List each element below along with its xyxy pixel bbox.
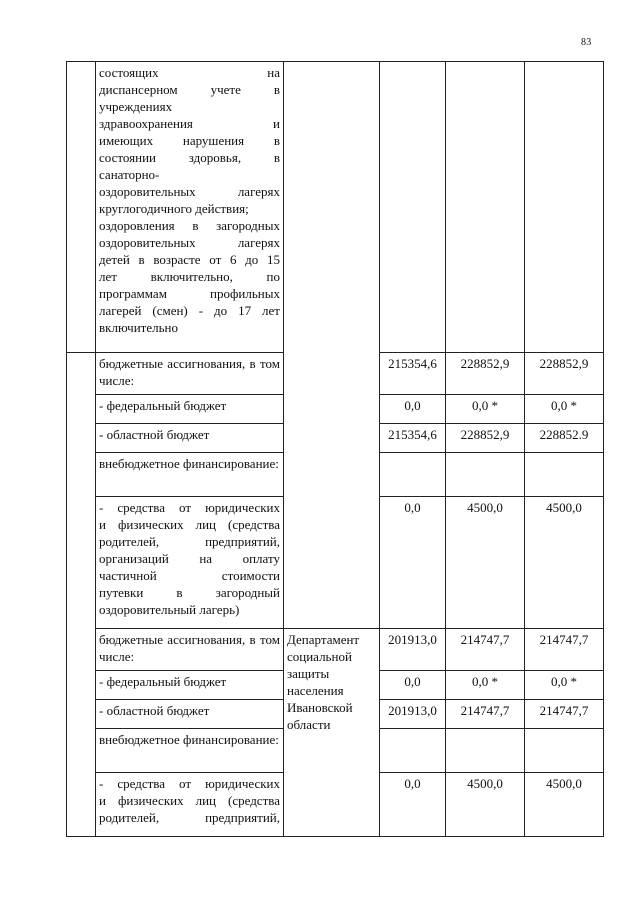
value-cell — [525, 453, 604, 497]
agency-line: защиты — [287, 666, 330, 681]
description-line: диспансерном учете в — [99, 82, 280, 97]
value-cell — [446, 729, 525, 773]
value-cell: 0,0 — [380, 773, 446, 837]
private-funds-line: родителей, предприятий, — [99, 810, 280, 825]
private-funds-line: организаций на оплату — [99, 551, 280, 566]
value-cell: 0,0 * — [525, 395, 604, 424]
value-cell — [446, 453, 525, 497]
description-line: программам профильных — [99, 286, 280, 301]
private-funds-line: - средства от юридических — [99, 776, 280, 791]
value-cell — [446, 62, 525, 353]
value-cell: 0,0 — [380, 497, 446, 629]
private-funds-line: и физических лиц (средства — [99, 517, 280, 532]
regional-budget-label: - областной бюджет — [96, 424, 284, 453]
description-line: состоящих на — [99, 65, 280, 80]
description-line: лет включительно, по — [99, 269, 280, 284]
value-cell — [525, 62, 604, 353]
value-cell: 201913,0 — [380, 700, 446, 729]
agency-line: Департамент — [287, 632, 360, 647]
description-line: санаторно- — [99, 167, 160, 182]
description-line: включительно — [99, 320, 178, 335]
federal-budget-label: - федеральный бюджет — [96, 671, 284, 700]
value-cell: 215354,6 — [380, 424, 446, 453]
private-funds-line: оздоровительный лагерь) — [99, 602, 240, 617]
regional-budget-label: - областной бюджет — [96, 700, 284, 729]
agency-cell — [284, 62, 380, 629]
agency-line: Ивановской — [287, 700, 353, 715]
page-number: 83 — [581, 37, 592, 48]
private-funds-label — [96, 497, 284, 629]
value-cell: 214747,7 — [525, 700, 604, 729]
value-cell: 4500,0 — [446, 497, 525, 629]
index-cell — [67, 62, 96, 353]
index-cell — [67, 353, 96, 837]
budget-table — [66, 61, 604, 837]
private-funds-line: путевки в загородный — [99, 585, 280, 600]
budget-allocations-label: бюджетные ассигнования, в том числе: — [96, 629, 284, 671]
agency-line: населения — [287, 683, 344, 698]
agency-line: социальной — [287, 649, 352, 664]
description-line: имеющих нарушения в — [99, 133, 280, 148]
value-cell: 228852,9 — [525, 353, 604, 395]
description-line: оздоровления в загородных — [99, 218, 280, 233]
budget-allocations-label: бюджетные ассигнования, в том числе: — [96, 353, 284, 395]
description-line: круглогодичного действия; — [99, 201, 249, 216]
value-cell: 0,0 — [380, 395, 446, 424]
description-line: состоянии здоровья, в — [99, 150, 280, 165]
federal-budget-label: - федеральный бюджет — [96, 395, 284, 424]
extra-budget-label: внебюджетное финансирование: — [96, 453, 284, 497]
description-line: оздоровительных лагерях — [99, 235, 280, 250]
value-cell: 214747,7 — [446, 629, 525, 671]
description-line: оздоровительных лагерях — [99, 184, 280, 199]
value-cell: 4500,0 — [525, 773, 604, 837]
private-funds-line: родителей, предприятий, — [99, 534, 280, 549]
private-funds-line: частичной стоимости — [99, 568, 280, 583]
value-cell: 214747,7 — [525, 629, 604, 671]
private-funds-line: - средства от юридических — [99, 500, 280, 515]
private-funds-line: и физических лиц (средства — [99, 793, 280, 808]
description-line: здравоохранения и — [99, 116, 280, 131]
value-cell: 215354,6 — [380, 353, 446, 395]
value-cell: 0,0 * — [446, 671, 525, 700]
value-cell — [380, 729, 446, 773]
value-cell: 201913,0 — [380, 629, 446, 671]
value-cell — [380, 453, 446, 497]
value-cell: 4500,0 — [446, 773, 525, 837]
value-cell: 0,0 — [380, 671, 446, 700]
table-row — [67, 629, 604, 671]
value-cell: 228852.9 — [525, 424, 604, 453]
value-cell: 214747,7 — [446, 700, 525, 729]
description-line: лагерей (смен) - до 17 лет — [99, 303, 280, 318]
description-line: детей в возрасте от 6 до 15 — [99, 252, 280, 267]
value-cell — [525, 729, 604, 773]
value-cell: 228852,9 — [446, 353, 525, 395]
private-funds-label — [96, 773, 284, 837]
value-cell: 228852,9 — [446, 424, 525, 453]
program-description-cell — [96, 62, 284, 353]
table-row — [67, 62, 604, 353]
value-cell — [380, 62, 446, 353]
value-cell: 0,0 * — [525, 671, 604, 700]
value-cell: 0,0 * — [446, 395, 525, 424]
agency-line: области — [287, 717, 331, 732]
value-cell: 4500,0 — [525, 497, 604, 629]
description-line: учреждениях — [99, 99, 173, 114]
agency-cell — [284, 629, 380, 837]
extra-budget-label: внебюджетное финансирование: — [96, 729, 284, 773]
